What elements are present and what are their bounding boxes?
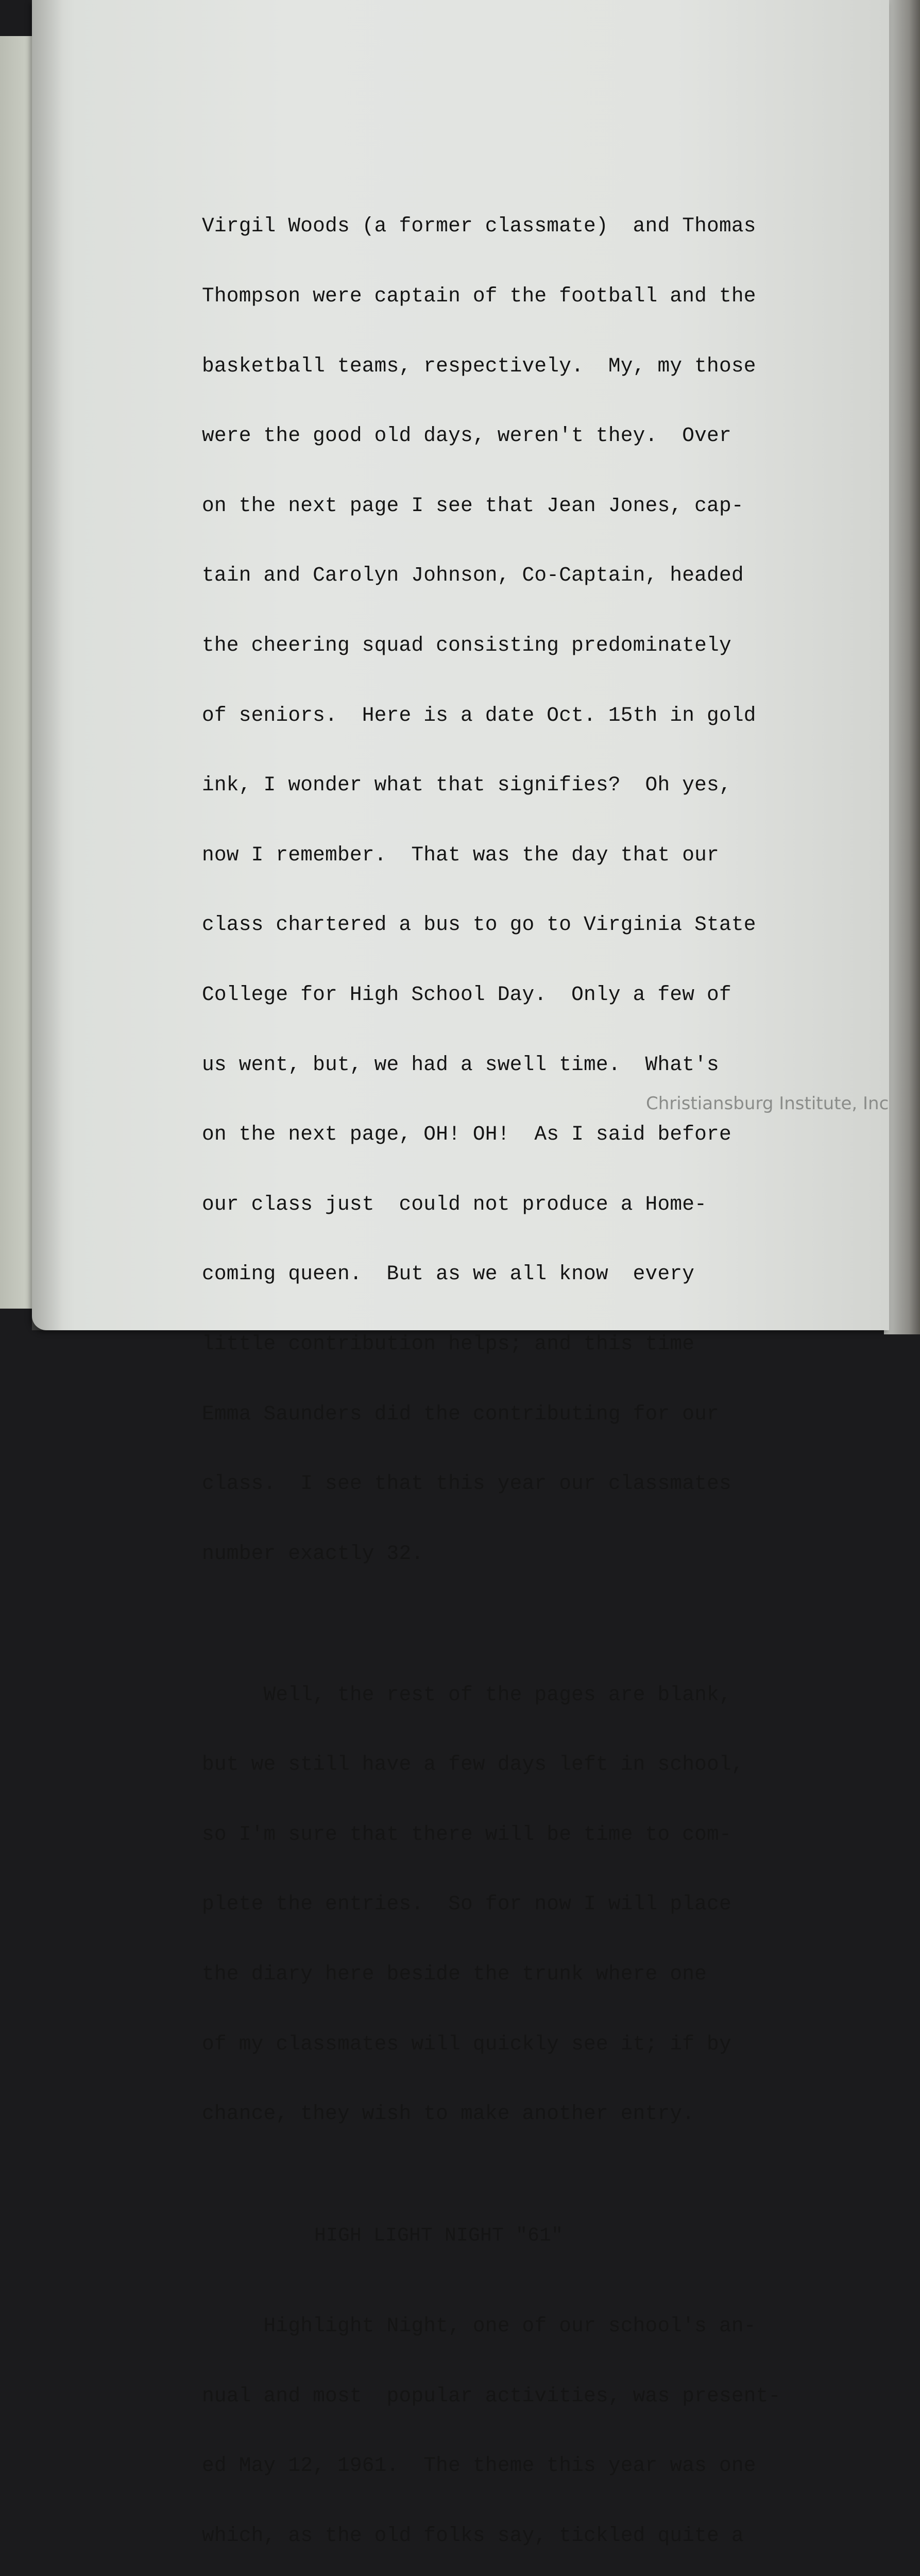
text-line: class chartered a bus to go to Virginia State: [202, 913, 756, 937]
text-line: on the next page I see that Jean Jones, cap-: [202, 494, 744, 517]
text-line: now I remember. That was the day that our: [202, 843, 719, 867]
text-line: us went, but, we had a swell time. What's: [202, 1053, 719, 1076]
text-line: but we still have a few days left in school,: [202, 1753, 744, 1776]
text-line: basketball teams, respectively. My, my those: [202, 354, 756, 378]
text-line: on the next page, OH! OH! As I said before: [202, 1123, 731, 1146]
text-line: of my classmates will quickly see it; if by: [202, 2032, 731, 2056]
text-line: plete the entries. So for now I will place: [202, 1892, 731, 1916]
paragraph-classmates: [202, 168, 856, 1612]
text-line: the cheering squad consisting predominately: [202, 633, 731, 657]
text-line: class. I see that this year our classmates: [202, 1472, 731, 1496]
text-line: College for High School Day. Only a few of: [202, 982, 731, 1006]
binding-edge: [884, 0, 920, 1334]
text-line: were the good old days, weren't they. Over: [202, 424, 731, 448]
text-line: Well, the rest of the pages are blank,: [202, 1683, 731, 1706]
typed-text-block: [202, 168, 856, 2576]
text-line: Highlight Night, one of our school's an-: [202, 2314, 756, 2338]
document-page: [32, 0, 889, 2548]
text-line: little contribution helps; and this time: [202, 1332, 695, 1355]
text-line: chance, they wish to make another entry.: [202, 2102, 695, 2126]
text-line: which, as the old folks say, tickled quite a: [202, 2524, 744, 2548]
text-line: Thompson were captain of the football and the: [202, 284, 756, 308]
text-line: so I'm sure that there will be time to com-: [202, 1822, 731, 1846]
text-line: our class just could not produce a Home-: [202, 1192, 707, 1216]
section-heading: HIGH LIGHT NIGHT "61": [314, 2224, 564, 2247]
text-line: ed May 12, 1961. The theme this year was one: [202, 2454, 756, 2478]
text-line: ink, I wonder what that signifies? Oh yes,: [202, 773, 731, 797]
page-fold-shadow: [32, 0, 63, 1330]
text-line: of seniors. Here is a date Oct. 15th in gold: [202, 703, 756, 727]
text-line: nual and most popular activities, was present-: [202, 2384, 781, 2408]
text-line: the diary here beside the trunk where one: [202, 1962, 707, 1986]
paragraph-diary: [202, 1636, 856, 2172]
watermark: Christiansburg Institute, Inc: [646, 1093, 889, 1114]
text-line: number exactly 32.: [202, 1541, 424, 1565]
text-line: coming queen. But as we all know every: [202, 1262, 695, 1286]
text-line: Emma Saunders did the contributing for our: [202, 1402, 719, 1426]
text-line: Virgil Woods (a former classmate) and Thomas: [202, 214, 756, 238]
text-line: tain and Carolyn Johnson, Co-Captain, headed: [202, 564, 744, 587]
paragraph-highlight-night: [202, 2268, 856, 2576]
